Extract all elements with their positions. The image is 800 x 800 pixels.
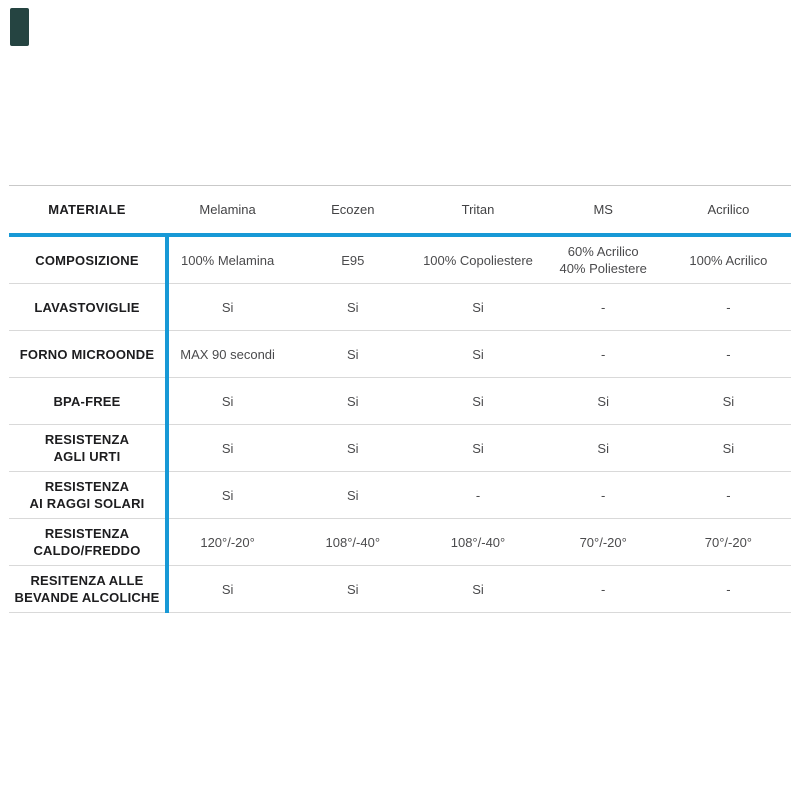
row-label	[9, 299, 165, 316]
cell-value	[415, 440, 540, 457]
table-row	[9, 331, 791, 378]
cell-value	[165, 534, 290, 551]
cell-value-line: 70°/-20°	[704, 534, 753, 550]
cell-value-line: Si	[472, 346, 484, 362]
cell-value-line: Si	[221, 393, 234, 409]
cell-value-line: -	[601, 487, 606, 503]
cell-value	[290, 346, 415, 363]
row-label-line: COMPOSIZIONE	[35, 252, 139, 268]
cell-value-line: Si	[347, 581, 359, 597]
table-row	[9, 566, 791, 613]
cell-value	[290, 534, 415, 551]
row-label	[9, 393, 165, 410]
cell-value	[541, 346, 666, 363]
cell-value-line: -	[475, 487, 481, 503]
table-row	[9, 472, 791, 519]
cell-value-line: 120°/-20°	[200, 534, 255, 550]
cell-value	[415, 393, 540, 410]
cell-value	[290, 440, 415, 457]
row-label-line: RESISTENZA	[44, 432, 130, 447]
cell-value-line: 100% Melamina	[180, 252, 275, 268]
cell-value	[165, 393, 290, 410]
cell-value	[165, 440, 290, 457]
cell-value-line: 100% Copoliestere	[423, 252, 533, 268]
cell-value	[666, 299, 791, 316]
materials-comparison-table	[9, 185, 791, 613]
cell-value	[666, 534, 791, 551]
cell-value-line: Si	[597, 393, 609, 409]
column-header-tritan: Tritan	[461, 202, 495, 217]
cell-value	[666, 252, 791, 269]
table-header-row	[9, 186, 791, 237]
cell-value	[415, 346, 540, 363]
cell-value-line: Si	[347, 346, 359, 362]
cell-value	[666, 393, 791, 410]
cell-value-line: Si	[347, 440, 359, 456]
color-swatch	[10, 8, 29, 46]
cell-value-line: Si	[472, 581, 484, 597]
cell-value	[165, 581, 290, 598]
cell-value	[666, 581, 791, 598]
row-label	[9, 478, 165, 512]
cell-value	[415, 252, 540, 269]
cell-value-line: E95	[341, 252, 365, 268]
cell-value	[165, 346, 290, 363]
cell-value	[541, 243, 666, 277]
cell-value	[415, 487, 540, 504]
row-label	[9, 572, 165, 606]
column-header-materiale: MATERIALE	[48, 202, 126, 217]
cell-value	[666, 346, 791, 363]
column-accent-line	[165, 233, 169, 613]
cell-value	[290, 299, 415, 316]
table-body	[9, 237, 791, 613]
cell-value-line: -	[601, 581, 606, 597]
cell-value	[541, 534, 666, 551]
cell-value	[290, 581, 415, 598]
row-label	[9, 525, 165, 559]
cell-value-line: Si	[347, 299, 359, 315]
cell-value-line: 40% Poliestere	[559, 261, 647, 276]
cell-value-line: MAX 90 secondi	[180, 346, 275, 362]
cell-value	[415, 299, 540, 316]
cell-value	[541, 440, 666, 457]
column-header-ecozen: Ecozen	[331, 202, 375, 217]
cell-value	[290, 393, 415, 410]
cell-value-line: Si	[221, 581, 234, 597]
cell-value-line: Si	[221, 487, 234, 503]
column-header-acrilico: Acrilico	[707, 202, 750, 217]
row-label-line: AI RAGGI SOLARI	[29, 496, 145, 511]
cell-value-line: Si	[472, 393, 484, 409]
column-header-melamina: Melamina	[199, 202, 256, 217]
cell-value-line: 108°/-40°	[325, 534, 381, 550]
row-label-line: RESITENZA ALLE	[30, 573, 144, 588]
cell-value-line: Si	[347, 487, 359, 503]
cell-value	[666, 440, 791, 457]
table-row	[9, 378, 791, 425]
cell-value	[415, 534, 540, 551]
row-label	[9, 346, 165, 363]
cell-value	[165, 299, 290, 316]
table-row	[9, 237, 791, 284]
table-row	[9, 519, 791, 566]
cell-value-line: Si	[472, 299, 484, 315]
cell-value-line: 108°/-40°	[450, 534, 506, 550]
cell-value-line: Si	[722, 440, 735, 456]
cell-value-line: Si	[597, 440, 609, 456]
cell-value	[666, 487, 791, 504]
cell-value	[541, 487, 666, 504]
row-label-line: RESISTENZA	[44, 479, 130, 494]
cell-value-line: 100% Acrilico	[689, 252, 768, 268]
cell-value-line: Si	[472, 440, 484, 456]
cell-value-line: -	[601, 299, 606, 315]
cell-value-line: Si	[722, 393, 735, 409]
row-label	[9, 252, 165, 269]
row-label-line: RESISTENZA	[44, 526, 130, 541]
cell-value	[415, 581, 540, 598]
row-label-line: LAVASTOVIGLIE	[34, 299, 140, 315]
cell-value	[290, 252, 415, 269]
cell-value	[290, 487, 415, 504]
cell-value-line: Si	[221, 299, 234, 315]
cell-value	[165, 487, 290, 504]
table-row	[9, 284, 791, 331]
cell-value-line: Si	[221, 440, 234, 456]
cell-value-line: -	[726, 487, 731, 503]
row-label-line: BEVANDE ALCOLICHE	[14, 590, 160, 605]
row-label-line: FORNO MICROONDE	[19, 346, 155, 362]
row-label	[9, 431, 165, 465]
cell-value	[541, 299, 666, 316]
cell-value-line: -	[726, 299, 731, 315]
cell-value-line: -	[726, 346, 731, 362]
cell-value	[165, 252, 290, 269]
cell-value-line: 60% Acrilico	[567, 244, 639, 259]
column-header-ms: MS	[593, 202, 613, 217]
cell-value-line: -	[726, 581, 731, 597]
cell-value	[541, 581, 666, 598]
cell-value-line: Si	[347, 393, 359, 409]
cell-value	[541, 393, 666, 410]
table-row	[9, 425, 791, 472]
row-label-line: BPA-FREE	[53, 393, 121, 409]
row-label-line: CALDO/FREDDO	[33, 543, 141, 558]
row-label-line: AGLI URTI	[53, 449, 121, 464]
cell-value-line: 70°/-20°	[579, 534, 627, 550]
cell-value-line: -	[601, 346, 606, 362]
